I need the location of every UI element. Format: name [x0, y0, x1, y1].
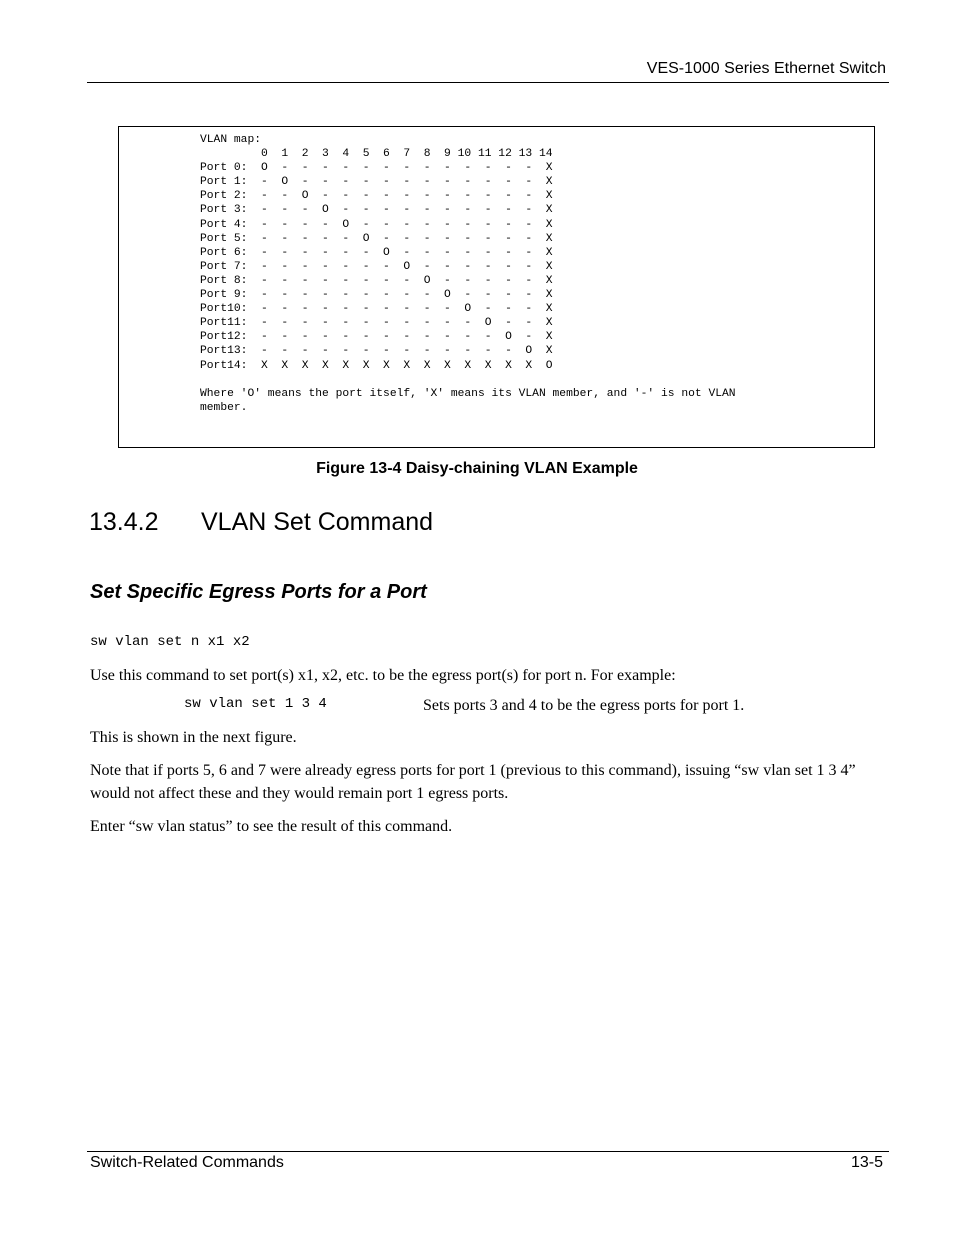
header-rule: [87, 82, 889, 83]
page-number: 13-5: [850, 1154, 883, 1171]
shown-paragraph: This is shown in the next figure.: [90, 729, 297, 746]
section-heading: [89, 508, 433, 537]
figure-caption: Figure 13-4 Daisy-chaining VLAN Example: [316, 460, 638, 477]
command-syntax: sw vlan set n x1 x2: [90, 634, 250, 650]
footer-chapter: Switch-Related Commands: [90, 1154, 284, 1171]
subsection-heading: Set Specific Egress Ports for a Port: [90, 581, 427, 603]
example-command: sw vlan set 1 3 4: [184, 696, 327, 712]
note-paragraph: Note that if ports 5, 6 and 7 were already egress ports for port 1 (previous to this command), issuing “sw vlan set 1 3 4” would not affect these and they would remain port 1 egress ports.: [90, 762, 856, 802]
footer-rule: [87, 1151, 889, 1152]
enter-paragraph: Enter “sw vlan status” to see the result of this command.: [90, 818, 453, 835]
vlan-map-code: VLAN map: 0 1 2 3 4 5 6 7 8 9 10 11 12 13 14 Port 0: O - - - - - - - - - - - - - X Port 1: - O - - - - - - - - - - - - X Port 2: - - O - - - - - - - - - - - X Port 3: - - - O - - - - - - - - - - X Port 4: - - - - O - - - - - - - - - X Port 5: - - - - - O - - - - - - - - X Port 6: - - - - - - O - - - - - - - X Port 7: - - - - - - - O - - - - - - X Port 8: - - - - - - - - O - - - - - X Port 9: - - - - - - - - - O - - - - X Port10: - - - - - - - - - - O - - - X Port11: - - - - - - - - - - - O - - X Port12: - - - - - - - - - - - - O - X Port13: - - - - - - - - - - - - - O X Port14: X X X X X X X X X X X X X X O Where 'O' means the port itself, 'X' means its VLAN member, and '-' is not VLAN member.: [200, 134, 736, 414]
section-number: 13.4.2: [89, 508, 159, 536]
vlan-map-figure: [118, 126, 875, 448]
section-title: VLAN Set Command: [201, 508, 434, 536]
example-description: Sets ports 3 and 4 to be the egress ports for port 1.: [423, 697, 745, 714]
intro-paragraph: Use this command to set port(s) x1, x2, etc. to be the egress port(s) for port n. For example:: [90, 667, 676, 684]
running-header: VES-1000 Series Ethernet Switch: [646, 60, 886, 77]
